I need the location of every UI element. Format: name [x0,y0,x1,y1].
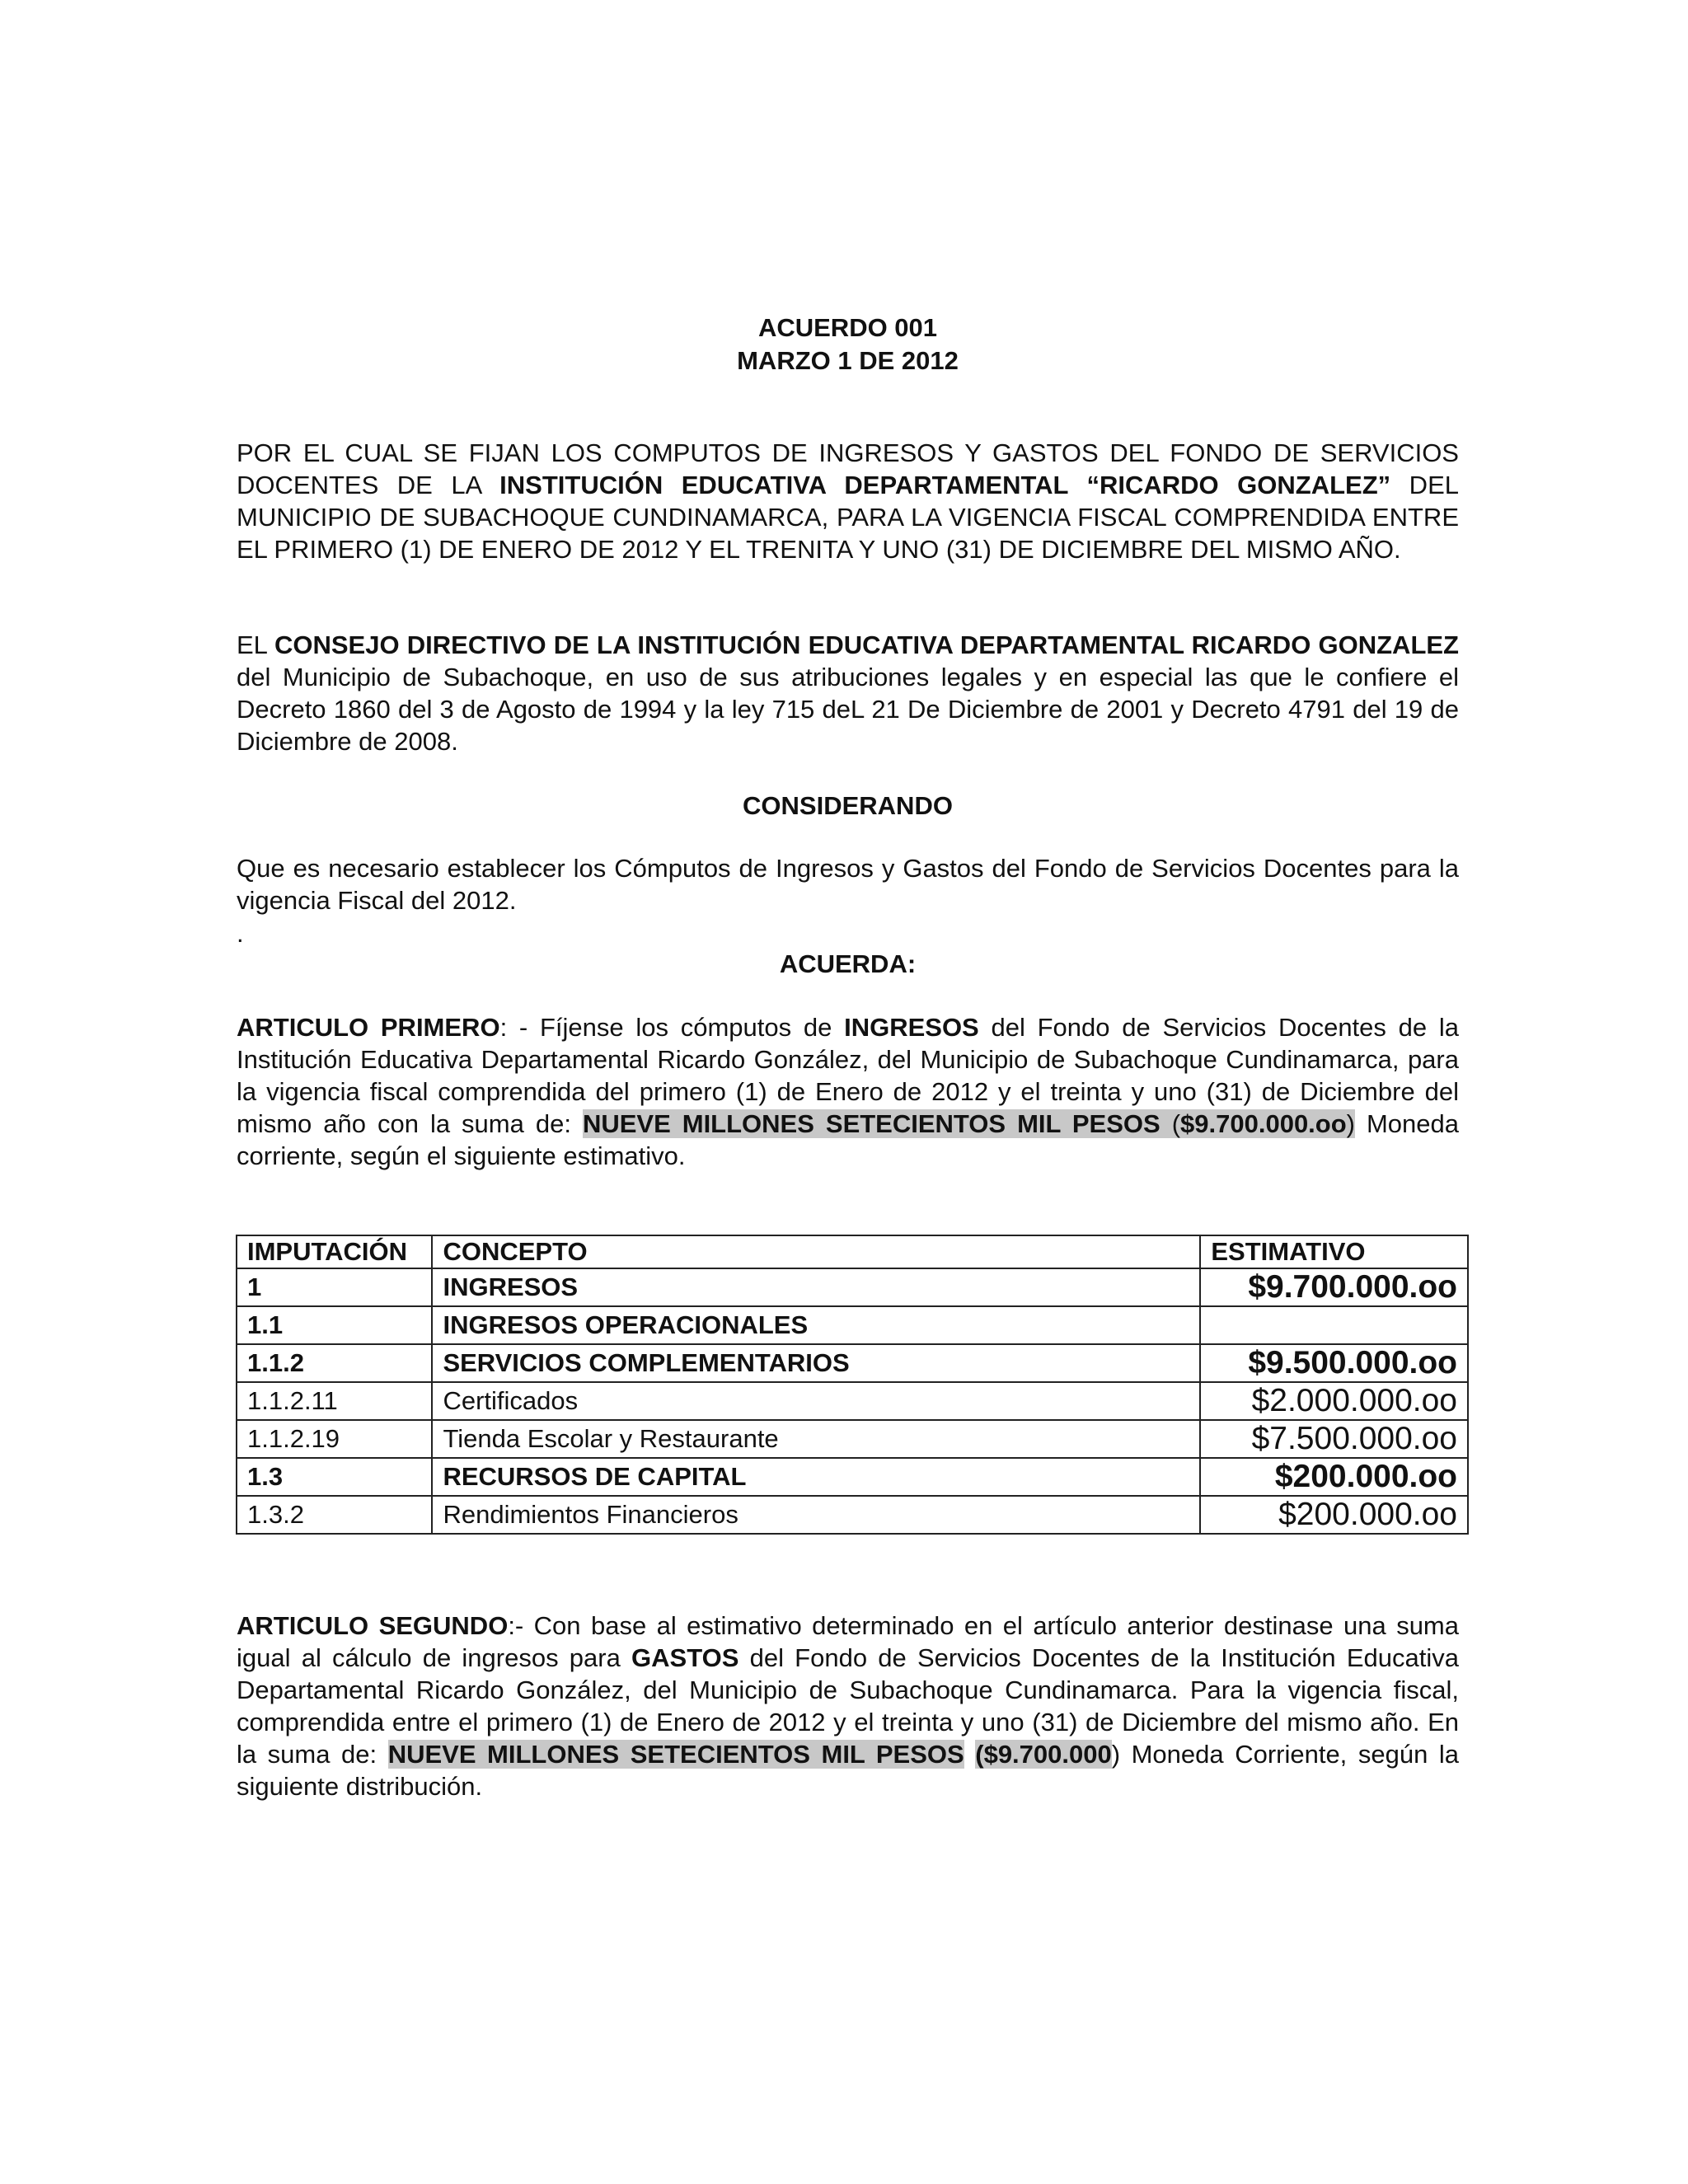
intro-council: CONSEJO DIRECTIVO DE LA INSTITUCIÓN EDUCATIVA DEPARTAMENTAL RICARDO GONZALEZ [274,630,1459,659]
article1-ingresos: INGRESOS [844,1013,979,1042]
document-date: MARZO 1 DE 2012 [737,346,959,375]
article1-text-3: Moneda corriente, según el siguiente estimativo. [237,1109,1460,1170]
intro-rest: del Municipio de Subachoque, en uso de sus atribuciones legales y en especial las que le confiere el Decreto 1860 del 3 de Agosto de 1994 y la ley 715 deL 21 De Diciembre de 2001 y Decreto 4791 del 19 de Diciembre de 2008. [237,663,1459,756]
article1-text-2: del Fondo de Servicios Docentes de la Institución Educativa Departamental Ricardo González, del Municipio de Subachoque Cundinamarca, para la vigencia fiscal comprendida del primero (1) de Enero de 2012 y el treinta y uno (31) de Diciembre del mismo año con la suma de: [237,1013,1459,1138]
acuerda-heading: ACUERDA: [779,949,917,978]
row-concept: SERVICIOS COMPLEMENTARIOS [432,1344,1200,1382]
considerando-text: Que es necesario establecer los Cómputos de Ingresos y Gastos del Fondo de Servicios Docentes para la vigencia Fiscal del 2012. [237,854,1459,915]
header-imputacion: IMPUTACIÓN [237,1235,432,1268]
row-code: 1.3 [237,1458,432,1496]
considerando-paragraph [237,852,1459,916]
row-concept: Tienda Escolar y Restaurante [432,1420,1200,1458]
preamble-institution: INSTITUCIÓN EDUCATIVA DEPARTAMENTAL “RICARDO GONZALEZ” [499,471,1391,499]
row-concept: Rendimientos Financieros [432,1496,1200,1534]
article1-text-1: : - Fíjense los cómputos de [499,1013,845,1042]
preamble [237,437,1459,565]
budget-table [236,1235,1469,1535]
article2-text-1: :- Con base al estimativo determinado en el artículo anterior destinase una suma igual al cálculo de ingresos para [237,1611,1459,1672]
article1-paren-open: ( [1160,1109,1181,1138]
article2-paren-close: ) [1111,1740,1121,1769]
row-code: 1.1.2.11 [237,1382,432,1420]
row-amount: $2.000.000.oo [1200,1382,1468,1420]
article-segundo [237,1610,1459,1802]
article2-amount-words: NUEVE MILLONES SETECIENTOS MIL PESOS [387,1740,964,1769]
row-concept: INGRESOS OPERACIONALES [432,1306,1200,1344]
table-row [237,1420,1468,1458]
article1-label: ARTICULO PRIMERO [237,1013,500,1042]
row-code: 1.1.2.19 [237,1420,432,1458]
article2-label: ARTICULO SEGUNDO [237,1611,509,1640]
article2-text-2: del Fondo de Servicios Docentes de la Institución Educativa Departamental Ricardo González, del Municipio de Subachoque Cundinamarca. Para la vigencia fiscal, comprendida entre el primero (1) de Enero de 2012 y el treinta y uno (31) de Diciembre del mismo año. En la suma de: [237,1643,1460,1769]
row-amount [1200,1306,1468,1344]
row-amount: $200.000.oo [1200,1458,1468,1496]
article2-amount-num: ($9.700.000 [975,1740,1112,1769]
row-code: 1.3.2 [237,1496,432,1534]
table-row [237,1306,1468,1344]
table-row [237,1496,1468,1534]
row-amount: $7.500.000.oo [1200,1420,1468,1458]
row-amount: $9.700.000.oo [1200,1268,1468,1306]
row-code: 1.1 [237,1306,432,1344]
document-title: ACUERDO 001 [757,313,938,342]
row-code: 1 [237,1268,432,1306]
article1-amount-num: $9.700.000.oo [1180,1109,1347,1138]
article-primero [237,1011,1459,1172]
title-block [237,312,1459,377]
row-amount: $9.500.000.oo [1200,1344,1468,1382]
table-header-row [237,1235,1468,1268]
header-concepto: CONCEPTO [432,1235,1200,1268]
article2-gastos: GASTOS [631,1643,739,1672]
preamble-text-2: DEL MUNICIPIO DE SUBACHOQUE CUNDINAMARCA, PARA LA VIGENCIA FISCAL COMPRENDIDA ENTRE EL PRIMERO (1) DE ENERO DE 2012 Y EL TRENITA Y UNO (31) DE DICIEMBRE DEL MISMO AÑO. [237,471,1459,564]
article2-text-3: Moneda Corriente, según la siguiente distribución. [237,1740,1459,1801]
intro-paragraph [237,629,1459,757]
row-concept: INGRESOS [432,1268,1200,1306]
row-code: 1.1.2 [237,1344,432,1382]
article1-amount-words: NUEVE MILLONES SETECIENTOS MIL PESOS [582,1109,1160,1138]
intro-el: EL [237,630,274,659]
table-row [237,1344,1468,1382]
considerando-heading: CONSIDERANDO [743,791,953,820]
row-concept: RECURSOS DE CAPITAL [432,1458,1200,1496]
table-row [237,1382,1468,1420]
table-row [237,1268,1468,1306]
preamble-text-1: POR EL CUAL SE FIJAN LOS COMPUTOS DE INGRESOS Y GASTOS DEL FONDO DE SERVICIOS DOCENTES DE LA [237,438,1459,499]
considerando-dot: . [237,919,244,948]
row-amount: $200.000.oo [1200,1496,1468,1534]
table-row [237,1458,1468,1496]
row-concept: Certificados [432,1382,1200,1420]
header-estimativo: ESTIMATIVO [1200,1235,1468,1268]
article1-paren-close: ) [1346,1109,1355,1138]
